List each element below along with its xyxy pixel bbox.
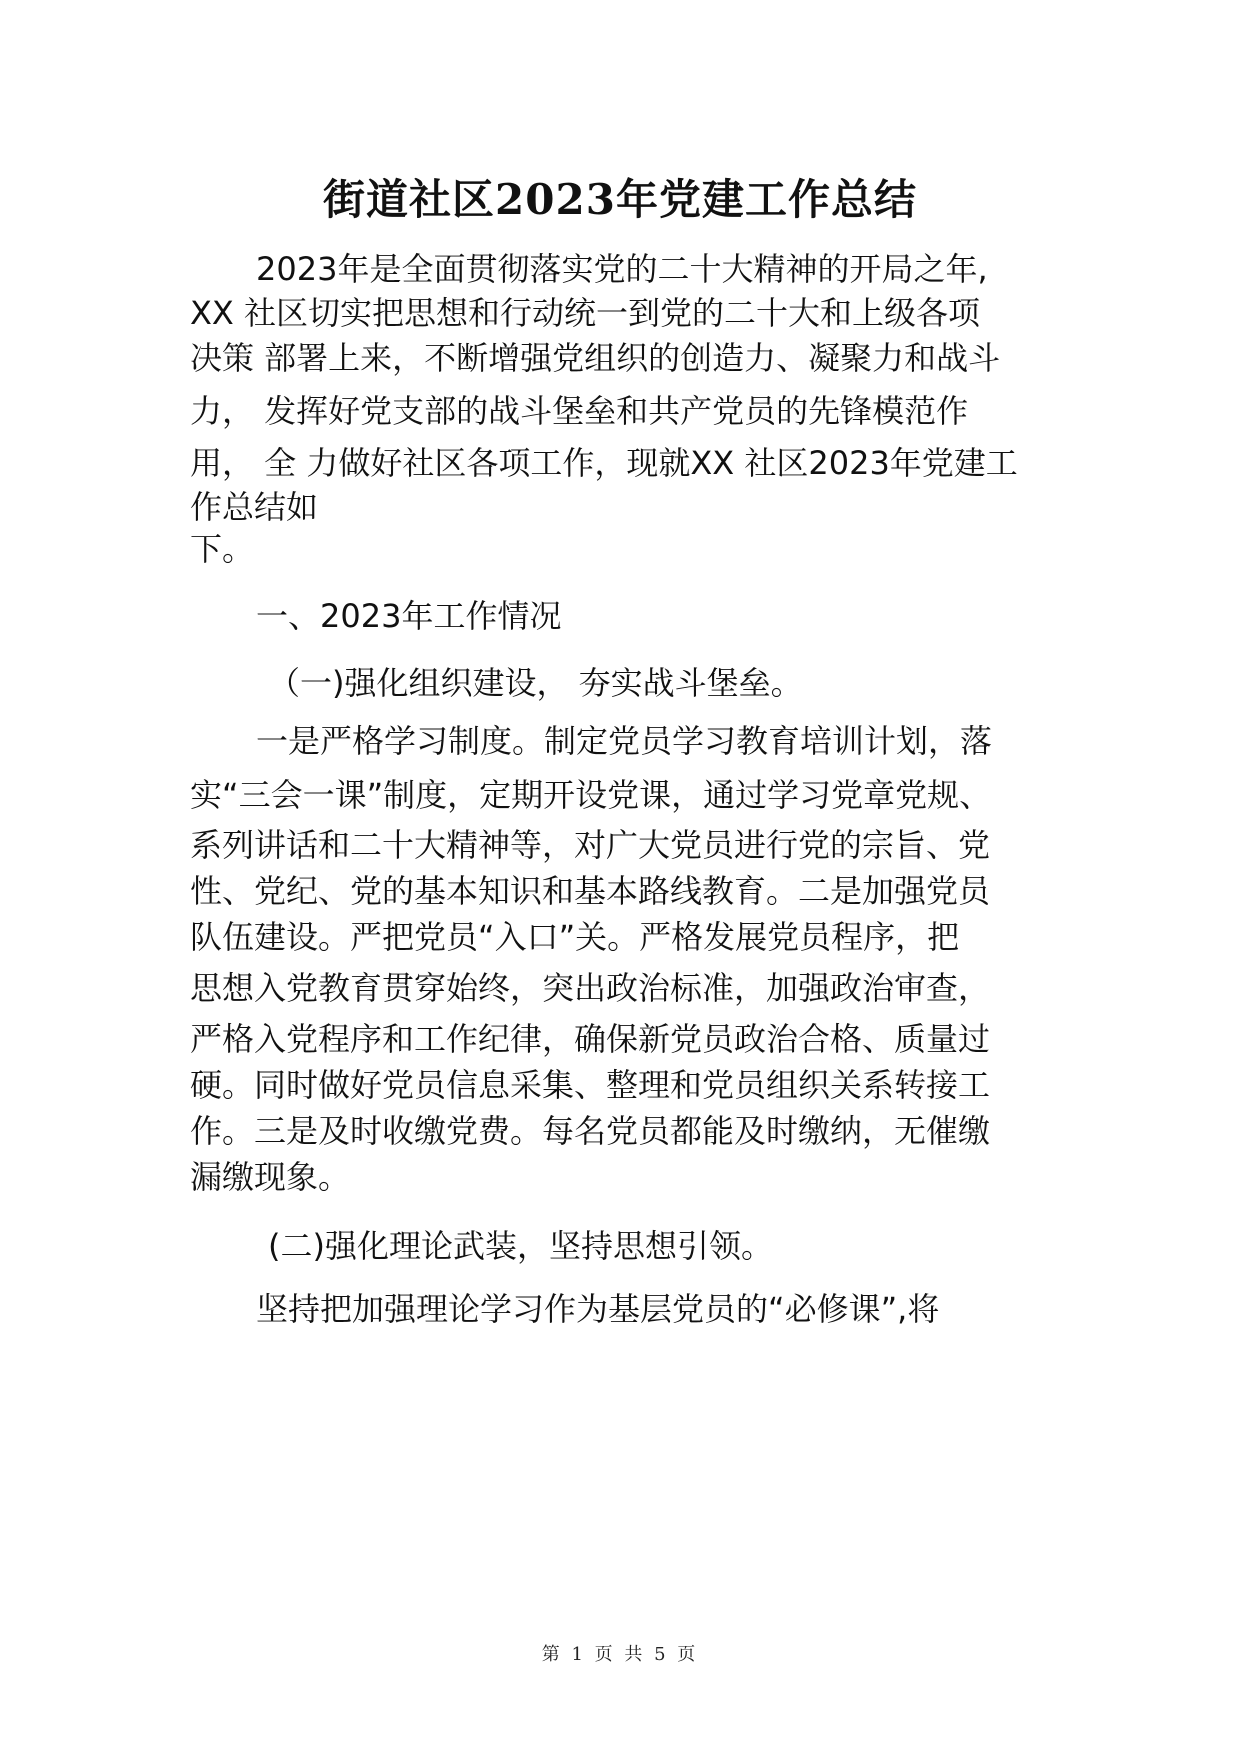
intro-line-2: XX 社区切实把思想和行动统一到党的二十大和上级各项 — [190, 294, 981, 332]
body-line-7: 严格入党程序和工作纪律，确保新党员政治合格、质量过 — [190, 1020, 991, 1058]
intro-line-5: 用， 全 力做好社区各项工作，现就XX 社区2023年党建工 — [190, 444, 1018, 482]
body-line-3: 系列讲话和二十大精神等，对广大党员进行党的宗旨、党 — [190, 826, 991, 864]
body-line-9: 作。三是及时收缴党费。每名党员都能及时缴纳，无催缴 — [190, 1112, 991, 1150]
document-title: 街道社区2023年党建工作总结 — [323, 175, 917, 224]
body-line-8: 硬。同时做好党员信息采集、整理和党员组织关系转接工 — [190, 1066, 991, 1104]
body-line-2: 实“三会一课”制度，定期开设党课，通过学习党章党规、 — [190, 776, 992, 814]
intro-line-6: 作总结如 — [190, 488, 319, 526]
section-heading-1: 一、2023年工作情况 — [256, 597, 562, 635]
intro-line-7: 下。 — [190, 530, 255, 568]
intro-line-4: 力， 发挥好党支部的战斗堡垒和共产党员的先锋模范作 — [190, 392, 969, 430]
body-line-5: 队伍建设。严把党员“入口”关。严格发展党员程序，把 — [190, 918, 960, 956]
page-number-footer: 第 1 页 共 5 页 — [541, 1644, 699, 1665]
body-line-1: 一是严格学习制度。制定党员学习教育培训计划，落 — [256, 722, 993, 760]
body-line-6: 思想入党教育贯穿始终，突出政治标准，加强政治审查， — [190, 969, 991, 1007]
subsection-heading-2: (二)强化理论武装，坚持思想引领。 — [268, 1227, 773, 1265]
subsection-heading-1: （一)强化组织建设， 夯实战斗堡垒。 — [268, 664, 803, 702]
body-line-11: 坚持把加强理论学习作为基层党员的“必修课”,将 — [256, 1290, 940, 1328]
body-line-4: 性、党纪、党的基本知识和基本路线教育。二是加强党员 — [190, 872, 991, 910]
intro-line-3: 决策 部署上来，不断增强党组织的创造力、凝聚力和战斗 — [190, 339, 1001, 377]
intro-line-1: 2023年是全面贯彻落实党的二十大精神的开局之年, — [256, 250, 988, 288]
body-line-10: 漏缴现象。 — [190, 1158, 351, 1196]
